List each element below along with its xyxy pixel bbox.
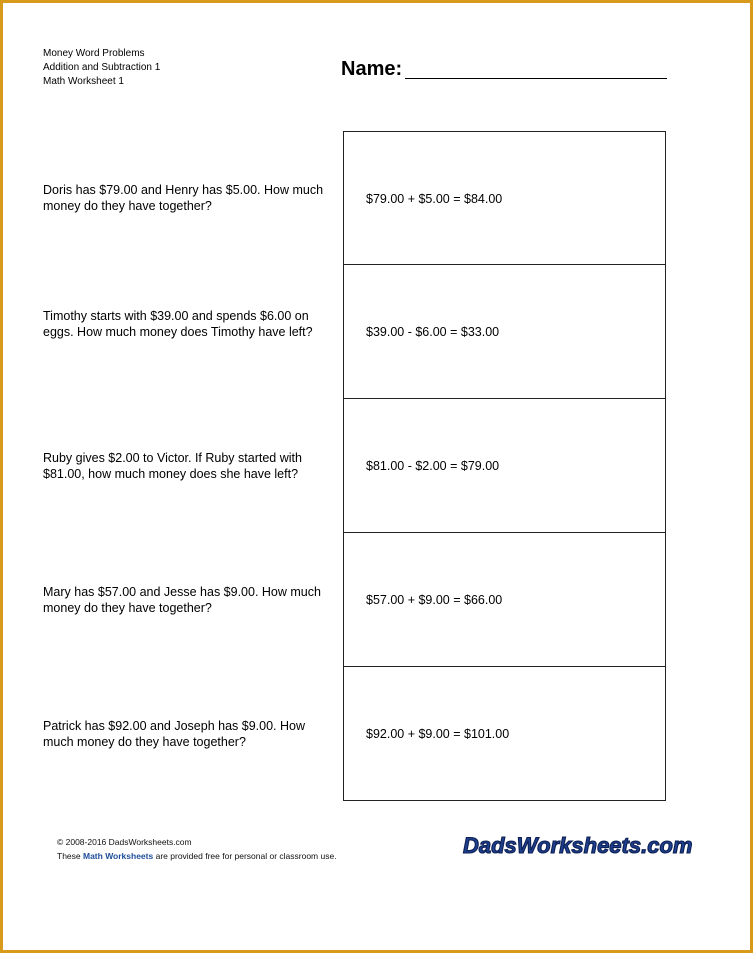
problem-row: [3, 265, 756, 399]
problem-list: [3, 131, 756, 802]
problem-question: Patrick has $92.00 and Joseph has $9.00. How much money do they have together?: [43, 719, 305, 749]
name-field: [341, 59, 667, 79]
answer-box: [343, 131, 666, 265]
footer-note: [57, 849, 337, 863]
problem-question: Timothy starts with $39.00 and spends $6.00 on eggs. How much money does Timothy have left?: [43, 309, 313, 339]
name-label: Name:: [341, 58, 403, 80]
footer-prefix: These: [57, 851, 81, 861]
math-worksheets-link[interactable]: Math Worksheets: [83, 851, 154, 861]
problem-row: [3, 131, 756, 265]
answer-text: $57.00 + $9.00 = $66.00: [366, 593, 503, 607]
answer-text: $79.00 + $5.00 = $84.00: [366, 192, 503, 206]
problem-question: Ruby gives $2.00 to Victor. If Ruby started with $81.00, how much money does she have left?: [43, 451, 302, 481]
answer-text: $92.00 + $9.00 = $101.00: [366, 727, 510, 741]
problem-question: Mary has $57.00 and Jesse has $9.00. How much money do they have together?: [43, 585, 321, 615]
footer: [57, 835, 337, 863]
worksheet-subtitle: Addition and Subtraction 1: [43, 62, 161, 73]
problem-row: [3, 533, 756, 667]
answer-text: $81.00 - $2.00 = $79.00: [366, 459, 500, 473]
worksheet-header-info: [43, 47, 160, 89]
problem-question: Doris has $79.00 and Henry has $5.00. How much money do they have together?: [43, 183, 324, 213]
worksheet-number: Math Worksheet 1: [43, 76, 124, 87]
dadsworksheets-logo[interactable]: [461, 829, 693, 859]
copyright-text: © 2008-2016 DadsWorksheets.com: [57, 837, 192, 847]
answer-box: [343, 533, 666, 667]
answer-box: [343, 399, 666, 533]
answer-text: $39.00 - $6.00 = $33.00: [366, 325, 500, 339]
footer-suffix: are provided free for personal or classroom use.: [155, 851, 337, 861]
answer-box: [343, 667, 666, 801]
problem-row: [3, 667, 756, 801]
logo-text: DadsWorksheets.com: [463, 833, 693, 858]
problem-row: [3, 399, 756, 533]
answer-box: [343, 265, 666, 399]
name-line: [405, 59, 667, 79]
worksheet-title: Money Word Problems: [43, 48, 145, 59]
